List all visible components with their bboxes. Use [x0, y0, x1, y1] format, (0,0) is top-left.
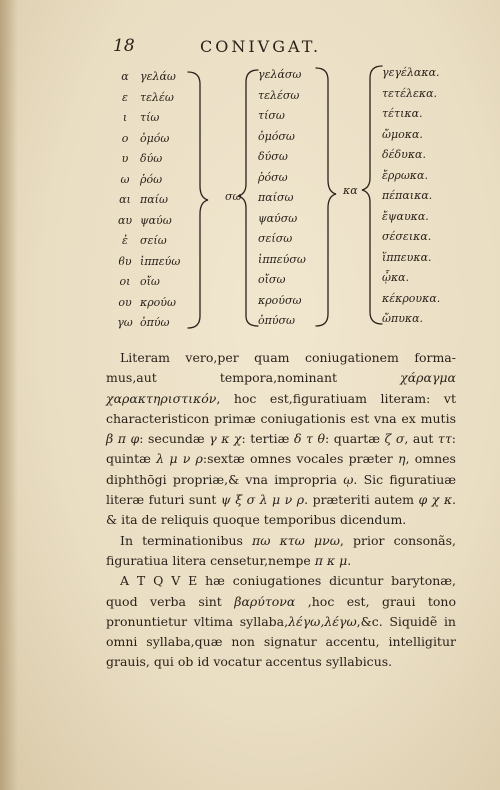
brace-present-right — [188, 72, 208, 328]
text-run: : tertiæ — [241, 431, 294, 447]
text-run: . præteriti autem — [304, 492, 419, 508]
greek-run: πω κτω μνω — [252, 532, 340, 548]
vowel-entry: οι — [119, 275, 131, 288]
grouping-braces — [0, 0, 500, 340]
text-run: : quintæ — [106, 431, 456, 467]
vowel-entry: ϐυ — [118, 254, 132, 268]
greek-run: ττ — [437, 431, 452, 447]
text-run: , hoc est,figuratiuam literam: vt characteristicon primæ coniugationis est vna ex mutis — [106, 390, 456, 426]
text-run: ,hoc est, graui tono pronuntietur vltima syllaba, — [106, 593, 457, 629]
perfect-verb: πέπαικα. — [382, 189, 433, 202]
vowel-entry: ἐ — [122, 234, 128, 247]
text-run: , omnes diphthōgi propriæ,& vna impropria — [106, 451, 456, 487]
present-verb: ὀπύω — [140, 316, 170, 329]
greek-run: γ κ χ — [209, 431, 242, 447]
present-verb: σείω — [140, 234, 167, 247]
vowel-entry: αι — [119, 193, 131, 206]
perfect-verb: ἔψαυκα. — [382, 209, 429, 223]
paragraph-literam — [106, 348, 456, 531]
perfect-verb: ἔρρωκα. — [382, 168, 428, 182]
perfect-verb: τέτικα. — [382, 107, 423, 120]
present-verb: γελάω — [140, 70, 176, 83]
greek-run: φ χ κ — [418, 492, 453, 508]
present-verb: δύω — [140, 152, 163, 165]
perfect-verb: ὤμοκα. — [382, 127, 423, 141]
greek-run: β π φ — [106, 431, 140, 447]
vowel-entry: ι — [122, 111, 128, 124]
present-verb: κρούω — [140, 295, 176, 309]
future-verb: ψαύσω — [258, 211, 298, 225]
page-number: 18 — [113, 36, 135, 56]
brace-future-left — [238, 70, 258, 326]
present-verb: τίω — [140, 111, 160, 124]
greek-run: λ μ ν ρ — [156, 451, 203, 467]
text-run: . — [347, 552, 352, 568]
text-run: A T Q V E hæ coniugationes dicuntur barytonæ, quod verba sint — [106, 573, 456, 609]
paragraph-atque — [106, 571, 456, 672]
present-verb: ῥόω — [140, 172, 163, 186]
perfect-ending-label: κα — [343, 184, 358, 197]
present-verb: παίω — [140, 193, 168, 206]
present-verb: ὀμόω — [140, 131, 170, 145]
text-run: . & ita de reliquis quoque temporibus dicendum. — [106, 492, 457, 528]
perfect-verb: ἵππευκα. — [382, 250, 432, 264]
text-run: :sextæ omnes vocales præter — [202, 451, 398, 467]
text-run: ,&c. Siquidẽ in omni syllaba,quæ non signatur accentu, intelligitur grauis, qui ob id vocatur accentus syllabicus. — [106, 613, 456, 670]
present-verb: οἴω — [140, 275, 160, 288]
greek-run: ψ ξ σ λ μ ν ρ — [220, 492, 305, 508]
perfect-verb: ὤπυκα. — [382, 312, 424, 325]
greek-run: χάραγμα χαρακτηριστικόν — [106, 370, 456, 406]
perfect-verb: ᾦκα. — [382, 271, 410, 284]
brace-perfect-left — [362, 66, 382, 324]
future-verb: ὀμόσω — [258, 129, 295, 143]
brace-future-right — [316, 68, 336, 326]
perfect-verb: σέσεικα. — [382, 230, 432, 243]
vowel-entry: ο — [121, 131, 129, 145]
future-verb: δύσω — [258, 150, 288, 163]
present-verb: ψαύω — [140, 213, 172, 227]
body-text — [106, 348, 456, 673]
future-verb: γελάσω — [258, 68, 302, 81]
future-ending-label: σω — [225, 190, 242, 203]
perfect-verb: κέκρουκα. — [382, 291, 441, 305]
vowel-entry: ου — [118, 295, 132, 309]
future-verb: ῥόσω — [258, 170, 288, 184]
running-head: CONIVGAT. — [200, 37, 322, 56]
perfect-verb: γεγέλακα. — [382, 66, 440, 79]
text-run: In terminationibus — [120, 532, 253, 548]
vowel-entry: υ — [121, 152, 129, 165]
future-verb: σείσω — [258, 232, 293, 245]
future-verb: κρούσω — [258, 293, 302, 307]
future-verb: οἴσω — [258, 273, 286, 286]
present-verb: ἱππεύω — [140, 254, 181, 268]
greek-run: π κ μ — [314, 552, 348, 568]
vowel-entry: α — [121, 70, 129, 83]
vowel-entry: ε — [122, 90, 128, 104]
text-run: , aut — [404, 431, 438, 447]
perfect-verb: δέδυκα. — [382, 148, 426, 161]
vowel-entry: αυ — [117, 213, 133, 227]
vowel-entry: ω — [120, 172, 130, 186]
future-verb: ἱππεύσω — [258, 252, 306, 266]
text-run: , prior consonãs, figuratiua litera censetur,nempe — [106, 532, 457, 568]
future-verb: τελέσω — [258, 88, 300, 102]
greek-run: η — [398, 451, 406, 467]
greek-run: ζ σ — [384, 431, 405, 447]
text-run: Literam vero,per quam coniugationem forma-mus,aut tempora,nominant — [106, 350, 456, 386]
greek-run: δ τ θ — [293, 431, 325, 447]
vowel-entry: γω — [117, 316, 133, 329]
text-run: . Sic figuratiuæ literæ futuri sunt — [106, 471, 456, 508]
greek-run: ῳ — [343, 471, 354, 487]
text-run: : quartæ — [324, 431, 385, 447]
greek-run: λέγω,λέγω — [288, 613, 357, 629]
greek-run: βαρύτονα — [234, 593, 296, 609]
paragraph-terminationibus — [106, 531, 456, 572]
future-verb: τίσω — [258, 109, 285, 122]
future-verb: παίσω — [258, 191, 294, 204]
text-run: : secundæ — [139, 431, 210, 447]
perfect-verb: τετέλεκα. — [382, 86, 437, 100]
present-verb: τελέω — [140, 90, 174, 104]
future-verb: ὀπύσω — [258, 314, 296, 327]
